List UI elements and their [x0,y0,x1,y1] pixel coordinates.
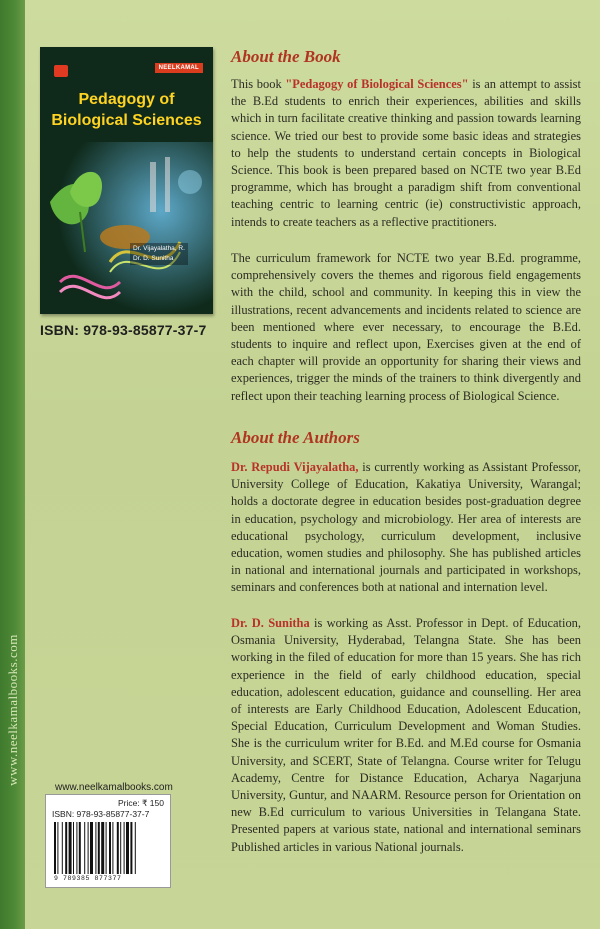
author2-text: is working as Asst. Professor in Dept. of Education, Osmania University, Hyderabad, Telangna State. She has been working in the filed of education for more than 15 years. She has rich experience in the field of early childhood education, special education, adolescent education, guidance and counselling. Her area of interests are Early Childhood Education, Adolescent Education, Special Education, Curriculum Development and Woman Studies. She is the curriculum writer for B.Ed. and M.Ed course for Osmania University, and SCERT, State of Telangna. Course writer for Telugu Academy, Centre for Distance Education, Acharya Nagarjuna University, Guntur, and NAARM. Resource person for Orientation on new B.Ed curriculum to various Universities in Telangana State. Presented papers at various state, national and international seminars Published articles in various National journals. [231,616,581,854]
cover-author1: Dr. Vijayalatha, R. [133,245,185,252]
barcode-bar [101,822,104,874]
barcode-bar [98,822,100,874]
barcode-bar [130,822,132,874]
p1-after: is an attempt to assist the B.Ed students to enrich their experiences, abilities and skills which in turn facilitate creative thinking and passion towards learning science. We tried our best to provide some basic ideas and strategies to help the students to understand certain concepts in Biological Science. This book is been prepared based on NCTE two year B.Ed programme, which has brought a paradigm shift from conventional teaching centric to learning centric (ie) constructivistic approach, intends to create teachers as a reflective practitioners. [231,77,581,229]
isbn-label: ISBN: 978-93-85877-37-7 [40,322,207,338]
author1-text: is currently working as Assistant Professor, University College of Education, Kakatiya University, Warangal; holds a doctorate degree in education besides post-graduation degree in education, psychology and microbiology. Her area of interests are educational psychology, curriculum development, inclusive education, women studies and philosophy. She has published articles in national and international journals and participated in workshops, seminars and conferences both at national and internation level. [231,460,581,595]
barcode-bar [76,822,77,874]
barcode-bar [79,822,81,874]
book-title-highlight: "Pedagogy of Biological Sciences" [285,77,469,91]
barcode-bar [124,822,125,874]
cover-publisher: NEELKAMAL [155,63,203,73]
author1-name: Dr. Repudi Vijayalatha, [231,460,359,474]
barcode-icon [54,822,164,874]
barcode-bar [135,822,136,874]
author1-bio [231,459,581,597]
barcode-digits: 9 789385 877377 [54,875,122,882]
book-spine [0,0,25,929]
cover-title [40,89,213,131]
cover-author2: Dr. D. Sunitha [133,255,174,262]
barcode-panel [45,794,171,888]
barcode-bar [95,822,96,874]
price-label: Price: ₹ 150 [117,798,164,808]
p1-before: This book [231,77,286,91]
barcode-bar [57,822,58,874]
barcode-bar [120,822,121,874]
barcode-bar [84,822,85,874]
barcode-bar [109,822,111,874]
about-book-heading: About the Book [231,47,341,66]
spine-website: www.neelkamalbooks.com [5,634,20,786]
barcode-bar [62,822,63,874]
cover-authors [130,243,188,265]
author2-bio [231,615,581,856]
cover-illustration [40,142,213,314]
about-authors-heading: About the Authors [231,428,360,447]
barcode-bar [112,822,113,874]
cover-thumbnail [40,47,213,314]
cover-title-line1: Pedagogy of [78,91,175,108]
barcode-bar [73,822,74,874]
barcode-bar [90,822,93,874]
cover-title-line2: Biological Sciences [51,112,202,129]
barcode-bar [106,822,107,874]
barcode-bar [88,822,89,874]
back-website: www.neelkamalbooks.com [55,782,173,793]
about-book-paragraph-1 [231,76,581,231]
barcode-bar [126,822,129,874]
about-book-paragraph-2: The curriculum framework for NCTE two year B.Ed. programme, comprehensively covers the themes and rigorous field engagements with the child, school and community. In keeping this in view the illustrations, recent advancements and incidents related to science are been mentioned where ever necessary, to encourage the B.Ed. students to inquire and reflect upon, Exercises given at the end of each chapter will provide an opportunity for sharing their views and experiences, trigger the minds of the trainers to think divergently and reflect upon their teaching learning process of Biological Science. [231,251,581,403]
barcode-bar [65,822,67,874]
author2-name: Dr. D. Sunitha [231,616,310,630]
barcode-bar [54,822,56,874]
barcode-bar [69,822,72,874]
barcode-bar [117,822,119,874]
publisher-logo-icon [54,65,68,77]
barcode-isbn: ISBN: 978-93-85877-37-7 [52,809,150,819]
